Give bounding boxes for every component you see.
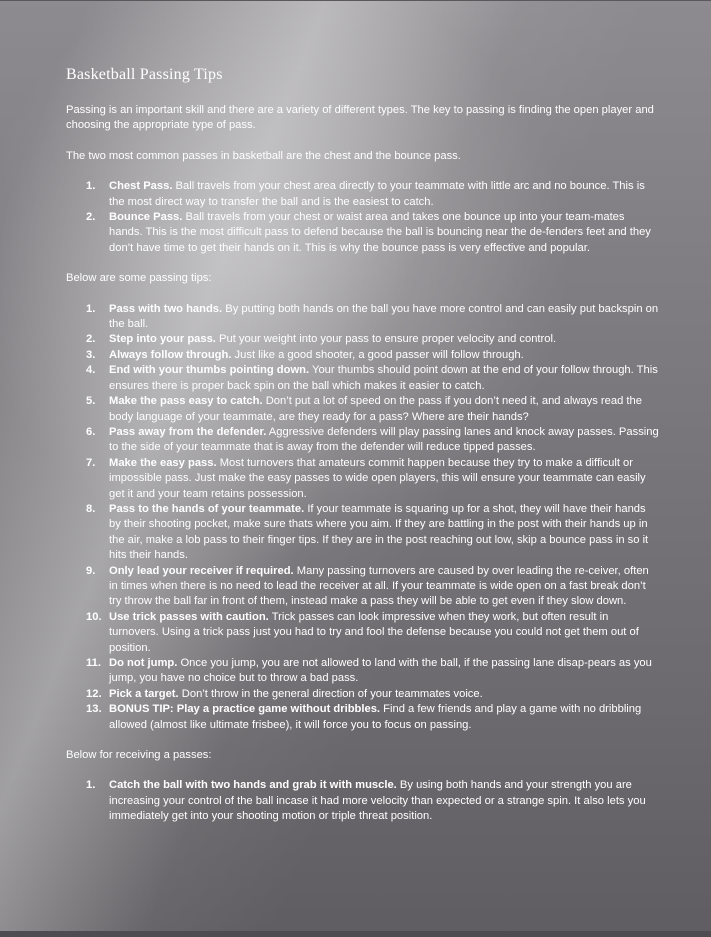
list-item-text: Ball travels from your chest or waist area and takes one bounce up into your team-mates hands. This is the most difficult pass to defend because the ball is bouncing near the de-fenders feet and they don’t have time to get their hands on it. This is why the bounce pass is very effective and popular. [109,211,651,254]
passing-tips-list [66,302,660,733]
list-item-number: 11. [86,657,101,669]
receiving-intro-paragraph: Below for receiving a passes: [66,749,212,762]
list-item [66,425,660,456]
list-item [66,302,660,333]
list-item-heading: Bounce Pass. [109,211,183,224]
list-item-text: Your thumbs should point down at the end of your follow through. This ensures there is proper back spin on the ball which makes it easier to catch. [109,364,658,392]
list-item [66,332,660,347]
list-item-number: 2. [86,333,96,346]
list-item-number: 13. [86,703,102,716]
list-item-text: By using both hands and your strength you are increasing your control of the ball incase it had more velocity than expected or a strange spin. It also lets you immediately get into your shooting motion or triple threat position. [109,779,646,823]
list-item-number: 5. [86,395,96,408]
list-item-heading: Pass to the hands of your teammate. [109,502,305,515]
list-item-number: 3. [86,348,96,361]
list-item [66,210,660,256]
list-item-text: Many passing turnovers are caused by over leading the re-ceiver, often in times when there is no need to lead the receiver at all. If your teammate is wide open on a fast break don’t try throw the ball far in front of them, instead make a pass they will be able to get even if they slow down. [109,564,649,608]
list-item-heading: Make the pass easy to catch. [109,395,263,408]
list-item [66,394,660,425]
list-item-heading: End with your thumbs pointing down. [109,364,310,377]
list-item-number: 1. [86,302,96,315]
intro-paragraph: Passing is an important skill and there are a variety of different types. The key to passing is finding the open player and choosing the appropriate type of pass. [66,104,654,132]
list-item-heading: Only lead your receiver if required. [109,564,294,577]
list-item-heading: Make the easy pass. [109,456,217,469]
list-item-number: 9. [86,564,96,577]
list-item-text: Put your weight into your pass to ensure proper velocity and control. [215,333,557,346]
list-item-heading: Always follow through. [109,348,232,361]
receiving-tips-list [66,778,660,824]
list-item-number: 8. [86,502,96,515]
list-item-number: 10. [86,610,102,623]
list-item-text: Most turnovers that amateurs commit happen because they try to make a difficult or impossible pass. Just make the easy passes to wide open players, this will ensure your teammate can easily get it and your team retains possession. [109,456,646,500]
list-item-heading: Chest Pass. [109,180,173,193]
list-item [66,502,660,564]
list-item-heading: Use trick passes with caution. [109,610,269,623]
page-title: Basketball Passing Tips [66,66,223,83]
document-body [66,103,660,840]
list-item-text: If your teammate is squaring up for a shot, they will have their hands by their shooting pocket, make sure thats where you aim. If they are battling in the post with their hands up in the air, make a lob pass to their finger tips. If they are in the post reaching out low, skip a bounce pass in so it hits their hands. [109,502,649,562]
pass-types-list [66,179,660,256]
list-item-text: Find a few friends and play a game with no dribbling allowed (almost like ultimate frisbee), it will force you to focus on passing. [109,703,642,731]
list-item-text: Trick passes can look impressive when they work, but often result in turnovers. Using a trick pass just you had to try and fool the defense because you could not get them out of position. [109,610,639,654]
list-item-text: By putting both hands on the ball you have more control and can easily put backspin on the ball. [109,302,659,331]
top-divider [0,0,711,1]
list-item-heading: Pick a target. [109,687,179,700]
list-item-heading: Pass away from the defender. [109,425,267,438]
list-item-number: 2. [86,211,96,224]
list-item [66,778,660,824]
list-item-number: 1. [86,180,96,193]
list-item [66,456,660,502]
tips-intro-paragraph: Below are some passing tips: [66,272,212,285]
list-item-text: Don’t put a lot of speed on the pass if you don’t need it, and always read the body language of your teammate, are they ready for a pass? Where are their hands? [109,395,642,423]
list-item-heading: Do not jump. [109,657,178,669]
list-item [66,179,660,210]
list-item [66,348,660,363]
list-item-number: 4. [86,364,96,377]
list-item-heading: Pass with two hands. [109,302,223,315]
list-item-text: Aggressive defenders will play passing lanes and knock away passes. Passing to the side of your teammate that is away from the defender will reduce tipped passes. [109,425,659,454]
list-item-number: 7. [86,456,96,469]
list-item-text: Don’t throw in the general direction of your teammates voice. [178,687,483,700]
list-item-number: 1. [86,779,96,792]
bottom-divider [0,931,711,937]
list-item-text: Once you jump, you are not allowed to land with the ball, if the passing lane disap-pears as you jump, you have no choice but to throw a bad pass. [109,657,652,685]
list-item-text: Just like a good shooter, a good passer will follow through. [231,348,524,361]
list-item [66,564,660,610]
list-item-text: Ball travels from your chest area directly to your teammate with little arc and no bounce. This is the most direct way to transfer the ball and is the easiest to catch. [109,180,645,208]
list-item-heading: Catch the ball with two hands and grab it with muscle. [109,779,397,792]
list-item-number: 6. [86,425,96,438]
passes-intro-paragraph: The two most common passes in basketball are the chest and the bounce pass. [66,149,461,162]
list-item [66,702,660,733]
list-item [66,363,660,394]
list-item-heading: BONUS TIP: Play a practice game without dribbles. [109,703,381,716]
list-item [66,610,660,656]
list-item [66,656,660,687]
list-item-number: 12. [86,687,102,700]
list-item-heading: Step into your pass. [109,333,216,346]
list-item [66,687,660,702]
